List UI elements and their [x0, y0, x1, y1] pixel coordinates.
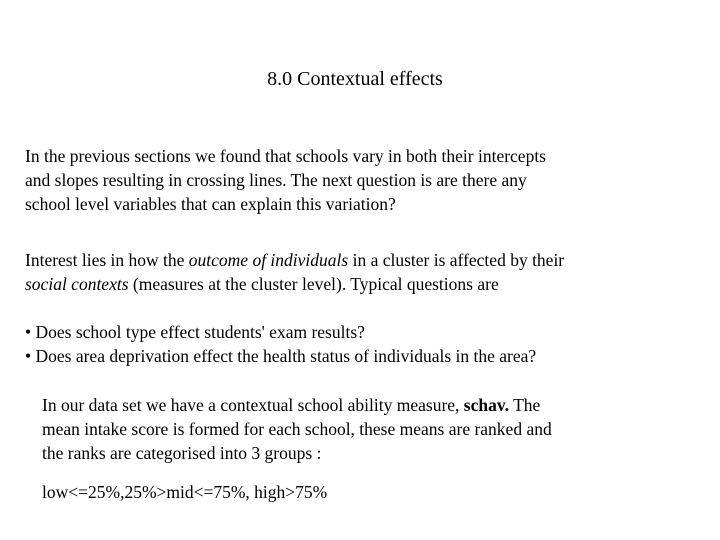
bullet-item: • Does area deprivation effect the health status of individuals in the area?	[25, 346, 537, 366]
paragraph-intro-line-3: school level variables that can explain this variation?	[25, 194, 396, 214]
bullet-list	[25, 320, 705, 368]
slide-title: 8.0 Contextual effects	[267, 68, 443, 90]
interest-text-c: (measures at the cluster level). Typical questions are	[128, 274, 499, 294]
paragraph-dataset-line-3: the ranks are categorised into 3 groups :	[42, 443, 322, 463]
paragraph-interest-line-1	[25, 248, 705, 272]
dataset-variable-name: schav.	[463, 395, 510, 415]
paragraph-dataset-line-1	[42, 393, 702, 417]
interest-text-b: in a cluster is affected by their	[348, 250, 565, 270]
paragraph-intro-line-2: and slopes resulting in crossing lines. The next question is are there any	[25, 170, 527, 190]
dataset-text-b: The	[509, 395, 541, 415]
paragraph-interest-line-2	[25, 272, 705, 296]
dataset-text-a: In our data set we have a contextual school ability measure,	[42, 395, 464, 415]
interest-emphasis-outcome: outcome of individuals	[188, 250, 349, 270]
bullet-item: • Does school type effect students' exam results?	[25, 322, 365, 342]
paragraph-intro	[25, 144, 705, 216]
paragraph-dataset	[42, 393, 702, 465]
category-definition-text: low<=25%,25%>mid<=75%, high>75%	[42, 482, 328, 502]
paragraph-intro-line-1: In the previous sections we found that schools vary in both their intercepts	[25, 146, 546, 166]
interest-emphasis-contexts: social contexts	[25, 274, 129, 294]
interest-text-a: Interest lies in how the	[25, 250, 189, 270]
paragraph-interest	[25, 248, 705, 296]
paragraph-dataset-line-2: mean intake score is formed for each school, these means are ranked and	[42, 419, 552, 439]
category-definition	[42, 480, 702, 504]
